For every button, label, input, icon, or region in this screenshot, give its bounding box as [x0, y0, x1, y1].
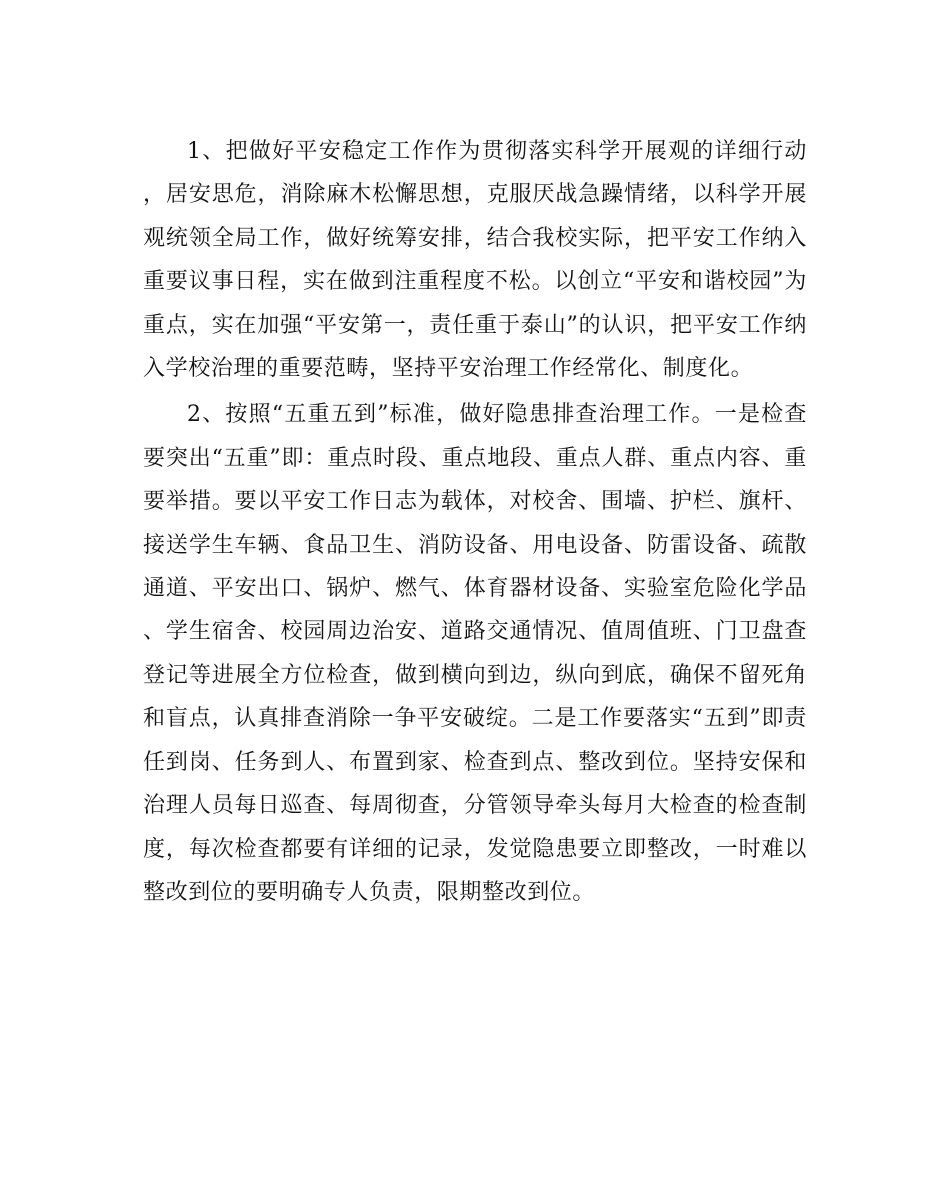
document-body: [143, 130, 807, 917]
paragraph-2: 2、按照“五重五到”标准，做好隐患排查治理工作。一是检查要突出“五重”即：重点时段、重点地段、重点人群、重点内容、重要举措。要以平安工作日志为载体，对校舍、围墙、护栏、旗杆、接送学生车辆、食品卫生、消防设备、用电设备、防雷设备、疏散通道、平安出口、锅炉、燃气、体育器材设备、实验室危险化学品、学生宿舍、校园周边治安、道路交通情况、值周值班、门卫盘查登记等进展全方位检查，做到横向到边，纵向到底，确保不留死角和盲点，认真排查消除一争平安破绽。二是工作要落实“五到”即责任到岗、任务到人、布置到家、检查到点、整改到位。坚持安保和治理人员每日巡查、每周彻查，分管领导牵头每月大检查的检查制度，每次检查都要有详细的记录，发觉隐患要立即整改，一时难以整改到位的要明确专人负责，限期整改到位。: [143, 402, 807, 905]
paragraph-1: 1、把做好平安稳定工作作为贯彻落实科学开展观的详细行动，居安思危，消除麻木松懈思想，克服厌战急躁情绪，以科学开展观统领全局工作，做好统筹安排，结合我校实际，把平安工作纳入重要议事日程，实在做到注重程度不松。以创立“平安和谐校园”为重点，实在加强“平安第一，责任重于泰山”的认识，把平安工作纳入学校治理的重要范畴，坚持平安治理工作经常化、制度化。: [143, 139, 807, 382]
